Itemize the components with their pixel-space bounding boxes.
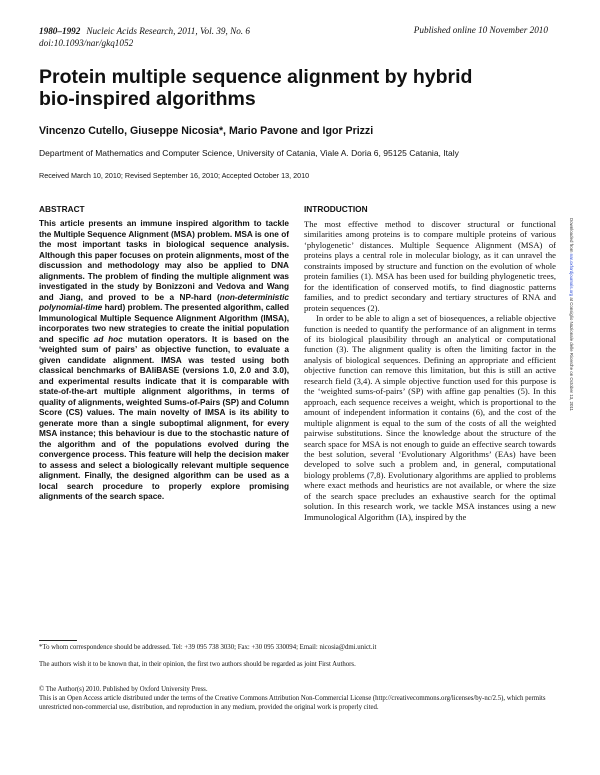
- abstract-heading: ABSTRACT: [39, 204, 85, 214]
- abstract-italic: non-deterministic polynomial-time: [39, 292, 289, 312]
- license-notice: This is an Open Access article distributed under the terms of the Creative Commons Attribution Non-Commercial License (http://creativecommons.org/licenses/by-nc/2.5), which permits unrestricted non-commercial use, distribution, and reproduction in any medium, provided the original work is properly cited.: [39, 695, 546, 711]
- abstract-segment: This article presents an immune inspired algorithm to tackle the Multiple Sequence Alignment (MSA) problem. MSA is one of the most important tasks in biological sequence analysis. Although this paper focuses on protein alignments, most of the discussion and methodology may also be applied to DNA alignments. The problem of finding the multiple alignment was investigated in the study by Bonizzoni and Vedova and Wang and Jiang, and proved to be a NP-hard (: [39, 219, 289, 302]
- introduction-heading: INTRODUCTION: [304, 204, 368, 214]
- equal-contribution-footnote: The authors wish it to be known that, in their opinion, the first two authors should be regarded as joint First Authors.: [39, 661, 356, 668]
- introduction-text: [304, 219, 556, 522]
- watermark-suffix: at Consiglio Nazionale delle Ricerche on October 13, 2011: [569, 296, 574, 411]
- abstract-text: [39, 219, 289, 503]
- submission-dates: Received March 10, 2010; Revised September 16, 2010; Accepted October 13, 2010: [39, 171, 310, 180]
- abstract-segment: hard) problem. The presented algorithm, called Immunological Multiple Sequence Alignment Algorithm (IMSA), incorporates two new strategies to create the initial population and specific: [39, 303, 289, 344]
- abstract-italic: ad hoc: [93, 334, 123, 344]
- author-list: Vincenzo Cutello, Giuseppe Nicosia*, Mario Pavone and Igor Prizzi: [39, 125, 374, 137]
- affiliation: Department of Mathematics and Computer Science, University of Catania, Viale A. Doria 6, 95125 Catania, Italy: [39, 148, 459, 158]
- watermark-link[interactable]: nar.oxfordjournals.org: [569, 253, 574, 297]
- page-range: 1980–1992: [39, 26, 81, 36]
- title-line-1: Protein multiple sequence alignment by hybrid: [39, 66, 473, 88]
- journal-citation: Nucleic Acids Research, 2011, Vol. 39, No. 6: [86, 26, 250, 36]
- title-line-2: bio-inspired algorithms: [39, 88, 256, 110]
- watermark-prefix: Downloaded from: [569, 218, 574, 254]
- intro-paragraph: In order to be able to align a set of biosequences, a reliable objective function is needed to quantify the performance of an alignment in terms of its biological plausibility through an analytical or computational function (3). The alignment quality is often the limiting factor in the analysis of biological sequences. Defining an appropriate and efficient objective function can remove this limitation, but this is still an active research field (3,4). A simple objective function used for this purpose is the ‘weighted sums-of-pairs’ (SP) with affine gap penalties (5). In this approach, each sequence receives a weight, which is proportional to the amount of independent information it contains (6), and the cost of the multiple alignment is equal to the sum of the costs of all the weighted pairwise substitutions. Since the knowledge about the structure of the search space for MSA is not enough to guide an effective search towards the best solution, several ‘Evolutionary Algorithms’ (EAs) have been developed to solve such a problem and, in general, computational biology problems (7,8). Evolutionary algorithms are applied to problems where exact methods and heuristics are not available, or where the size of the search space precludes an exhaustive search for the optimal solution. In this research work, we tackle MSA instances using a new Immunological Algorithm (IA), inspired by the: [304, 313, 556, 522]
- footnote-divider: [39, 640, 77, 641]
- running-header: [39, 25, 250, 49]
- correspondence-footnote: *To whom correspondence should be addressed. Tel: +39 095 738 3030; Fax: +30 095 330094; Email: nicosia@dmi.unict.it: [39, 644, 377, 651]
- published-date: Published online 10 November 2010: [413, 25, 548, 35]
- intro-paragraph: The most effective method to discover structural or functional similarities among proteins is to compare multiple proteins of various ‘phylogenetic’ distances. Multiple Sequence Alignment (MSA) of proteins plays a central role in molecular biology, as it can unravel the constraints imposed by structure and function on the evolution of whole protein families (1). MSA has been used for building phylogenetic trees, for the identification of conserved motifs, to find diagnostic patterns families, and to predict secondary and tertiary structures of RNA and protein sequences (2).: [304, 219, 556, 313]
- doi: doi:10.1093/nar/gkq1052: [39, 38, 134, 48]
- paper-title: [39, 66, 559, 110]
- abstract-segment: mutation operators. It is based on the ‘weighted sum of pairs’ as objective function, to evaluate a given candidate alignment. IMSA was tested using both classical benchmarks of BAliBASE (versions 1.0, 2.0 and 3.0), and experimental results indicate that it is comparable with state-of-the-art multiple alignment algorithms, in terms of quality of alignments, weighted Sums-of-Pairs (SP) and Column Score (CS) values. The main novelty of IMSA is its ability to generate more than a single suboptimal alignment, for every MSA instance; this behaviour is due to the stochastic nature of the algorithm and of the populations evolved during the convergence process. This feature will help the decision maker to assess and select a biologically relevant multiple sequence alignment. Finally, the designed algorithm can be used as a local search procedure to properly explore promising alignments of the search space.: [39, 334, 290, 501]
- copyright-notice: © The Author(s) 2010. Published by Oxford University Press.: [39, 686, 208, 693]
- download-watermark: [569, 218, 574, 558]
